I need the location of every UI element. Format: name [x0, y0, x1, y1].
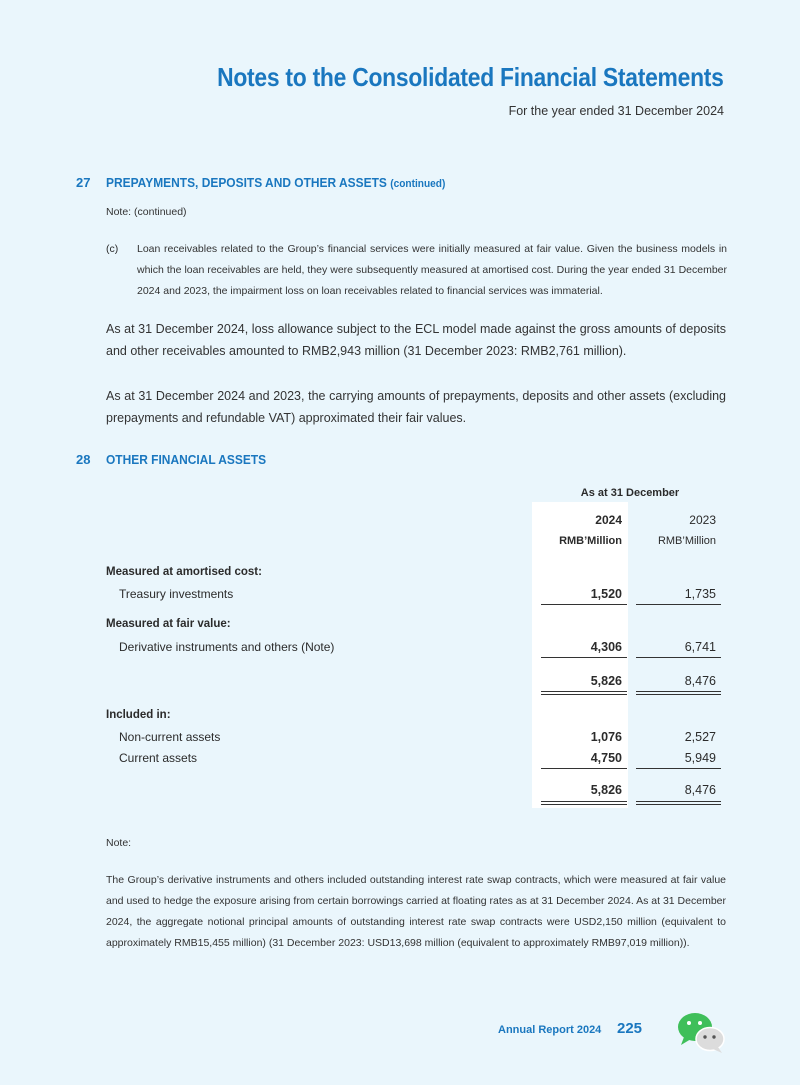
- section-27-title-text: PREPAYMENTS, DEPOSITS AND OTHER ASSETS: [106, 175, 387, 190]
- section-27-number: 27: [76, 175, 91, 190]
- page-number: 225: [617, 1020, 643, 1037]
- total-2024: 5,826: [590, 783, 622, 797]
- note-item-text: Loan receivables related to the Group’s financial services were initially measured at fair value. Given the business models in which the loan receivables are held, they were subsequently measured at amortised cost. During the year ended 31 December 2024 and 2023, the impairment loss on loan receivables related to financial services was immaterial.: [137, 243, 727, 297]
- section-28-title: OTHER FINANCIAL ASSETS: [106, 452, 267, 467]
- row-derivative-2023: 6,741: [684, 640, 716, 654]
- footer-report-name: Annual Report 2024: [498, 1024, 602, 1036]
- rule: [541, 604, 627, 605]
- section-27-title-suffix: (continued): [390, 178, 446, 190]
- rule: [541, 657, 627, 658]
- double-rule: [636, 691, 721, 692]
- subtotal-2024: 5,826: [590, 674, 622, 688]
- section-28-number: 28: [76, 452, 91, 467]
- row-treasury-2023: 1,735: [684, 587, 716, 601]
- paragraph-loss-allowance: As at 31 December 2024, loss allowance subject to the ECL model made against the gross amounts of deposits and other receivables amounted to RMB2,943 million (31 December 2023: RMB2,761 million).: [106, 322, 726, 358]
- double-rule: [636, 804, 721, 805]
- row-derivative-label: Derivative instruments and others (Note): [119, 640, 335, 654]
- column-unit-2023: RMB’Million: [657, 535, 716, 547]
- row-treasury-label: Treasury investments: [119, 587, 234, 601]
- paragraph-carrying-amounts: As at 31 December 2024 and 2023, the carrying amounts of prepayments, deposits and other assets (excluding prepayments and refundable VAT) approximated their fair values.: [106, 389, 726, 425]
- rule: [636, 657, 721, 658]
- column-year-2024: 2024: [595, 513, 622, 527]
- row-current-2024: 4,750: [590, 751, 622, 765]
- group-included-in: Included in:: [106, 709, 171, 721]
- row-treasury-2024: 1,520: [590, 587, 622, 601]
- column-year-2023: 2023: [689, 513, 716, 527]
- page-subtitle: For the year ended 31 December 2024: [508, 104, 724, 118]
- double-rule: [636, 694, 721, 695]
- row-current-2023: 5,949: [684, 751, 716, 765]
- row-noncurrent-label: Non-current assets: [119, 730, 221, 744]
- row-derivative-2024: 4,306: [590, 640, 622, 654]
- double-rule: [541, 694, 627, 695]
- total-2023: 8,476: [684, 783, 716, 797]
- table-header: As at 31 December: [580, 487, 680, 499]
- row-current-label: Current assets: [119, 751, 198, 765]
- rule: [541, 768, 627, 769]
- page-title: Notes to the Consolidated Financial Statements: [217, 62, 724, 92]
- column-unit-2024: RMB’Million: [559, 535, 622, 547]
- row-noncurrent-2023: 2,527: [684, 730, 716, 744]
- double-rule: [541, 691, 627, 692]
- row-noncurrent-2024: 1,076: [590, 730, 622, 744]
- rule: [636, 604, 721, 605]
- section-27-title: [106, 175, 445, 190]
- note-item-marker: (c): [106, 243, 119, 255]
- section-27-note-label: Note: (continued): [106, 206, 187, 218]
- group-amortised-cost: Measured at amortised cost:: [106, 566, 262, 578]
- rule: [636, 768, 721, 769]
- wechat-logo-icon: [676, 1010, 726, 1059]
- group-fair-value: Measured at fair value:: [106, 618, 231, 630]
- double-rule: [636, 801, 721, 802]
- double-rule: [541, 801, 627, 802]
- double-rule: [541, 804, 627, 805]
- section-28-note-label: Note:: [106, 837, 132, 849]
- section-28-note-text: The Group’s derivative instruments and others included outstanding interest rate swap contracts, which were measured at fair value and used to hedge the exposure arising from certain borrowings carried at floating rates as at 31 December 2024. As at 31 December 2024, the aggregate notional principal amounts of outstanding interest rate swap contracts were USD2,150 million (equivalent to approximately RMB15,455 million) (31 December 2023: USD13,698 million (equivalent to approximately RMB97,019 million)).: [106, 874, 726, 949]
- subtotal-2023: 8,476: [684, 674, 716, 688]
